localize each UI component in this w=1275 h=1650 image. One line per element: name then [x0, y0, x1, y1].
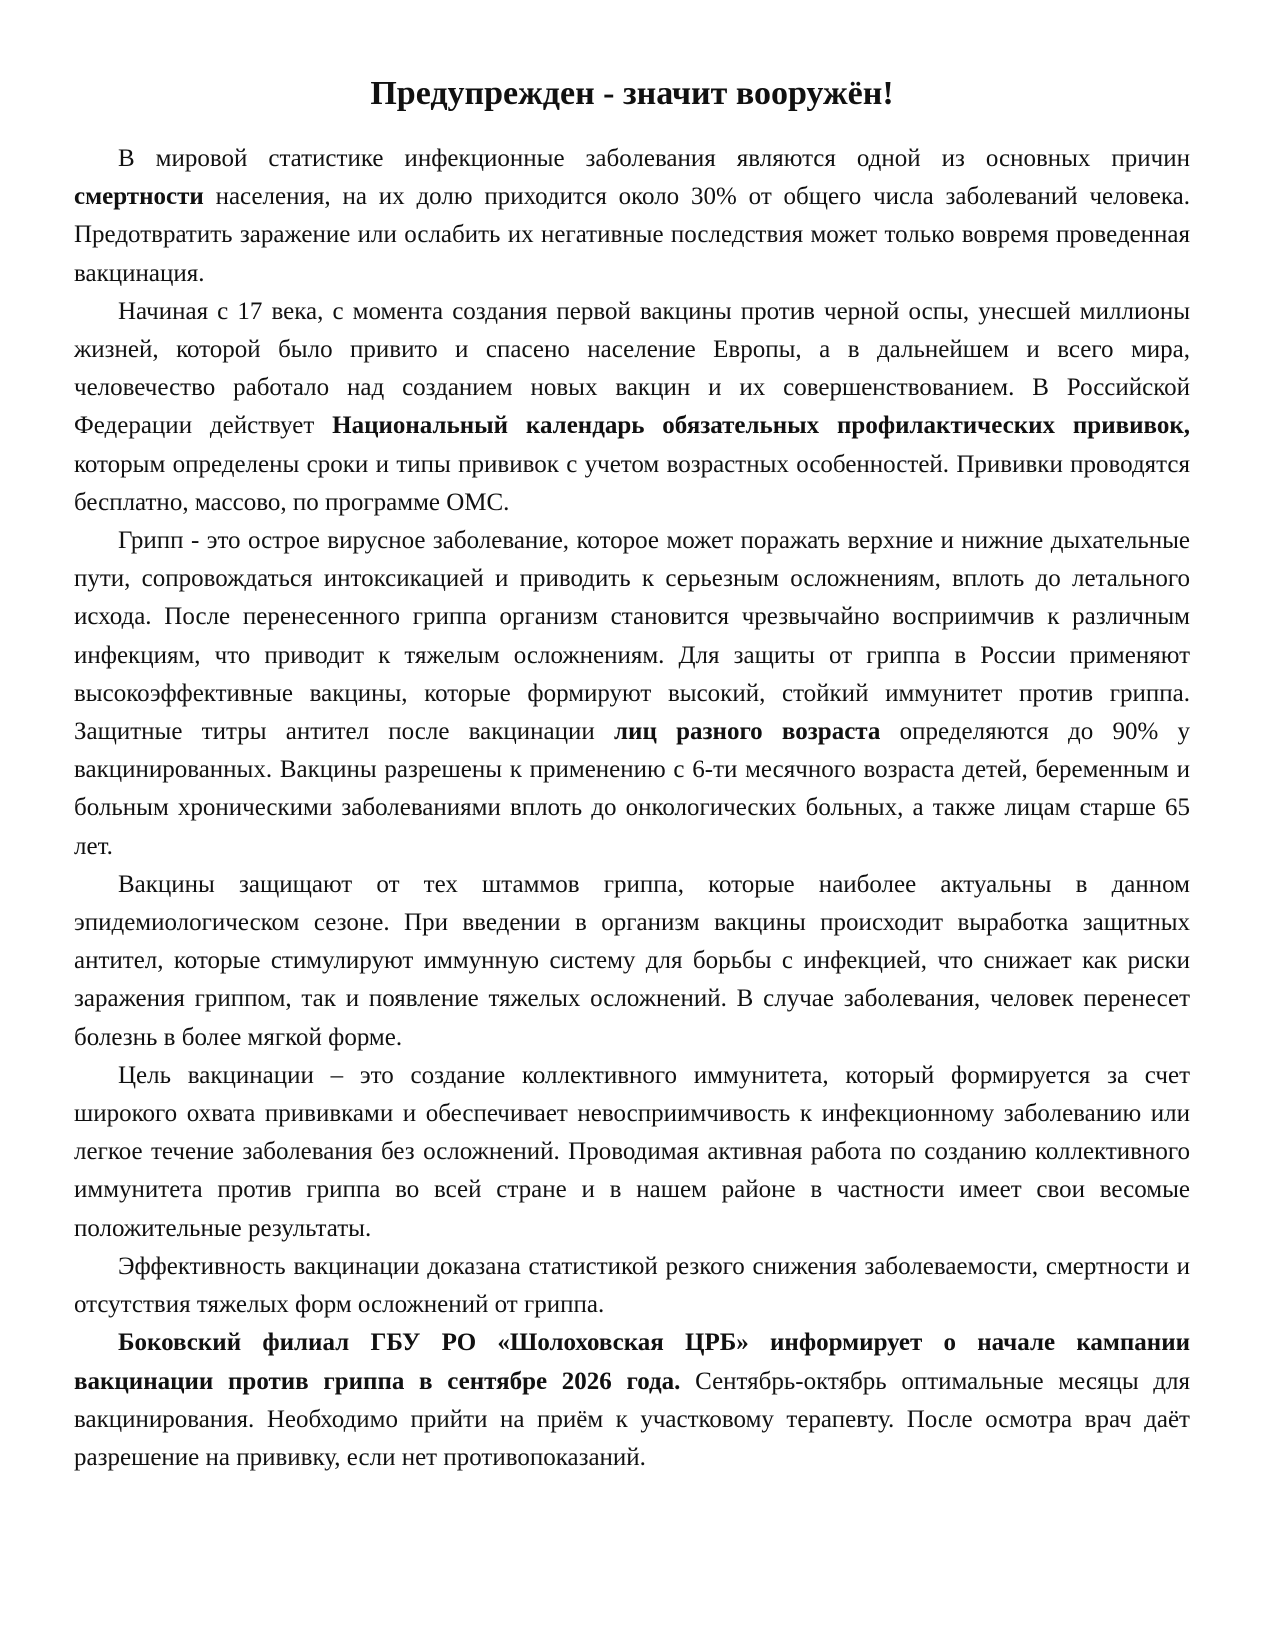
paragraph-text: Цель вакцинации – это создание коллективного иммунитета, который формируется за счет широкого охвата прививками и обеспечивает невосприимчивость к инфекционному заболеванию или легкое течение заболевания без осложнений. Проводимая активная работа по созданию коллективного иммунитета против гриппа во всей стране и в нашем районе в частности имеет свои весомые положительные результаты. [74, 1061, 1190, 1242]
paragraph-text: Вакцины защищают от тех штаммов гриппа, которые наиболее актуальны в данном эпидемиологическом сезоне. При введении в организм вакцины происходит выработка защитных антител, которые стимулируют иммунную систему для борьбы с инфекцией, что снижает как риски заражения гриппом, так и появление тяжелых осложнений. В случае заболевания, человек перенесет болезнь в более мягкой форме. [74, 870, 1190, 1051]
paragraph-text: Сентябрь-октябрь оптимальные месяцы для вакцинирования. Необходимо прийти на приём к участковому терапевту. После осмотра врач даёт разрешение на прививку, если нет противопоказаний. [74, 1367, 1190, 1471]
paragraph-vaccine-history [74, 293, 1190, 522]
document-page [74, 70, 1190, 1477]
paragraph-text: населения, на их долю приходится около 30% от общего числа заболеваний человека. Предотвратить заражение или ослабить их негативные последствия может только вовремя проведенная вакцинация. [74, 183, 1190, 287]
paragraph-text: определяются до 90% у вакцинированных. Вакцины разрешены к применению с 6-ти месячного возраста детей, беременным и больным хроническими заболеваниями вплоть до онкологических больных, а также лицам старше 65 лет. [74, 718, 1191, 860]
document-title: Предупрежден - значит вооружён! [370, 75, 894, 112]
paragraph-text: которым определены сроки и типы прививок с учетом возрастных особенностей. Прививки проводятся бесплатно, массово, по программе ОМС. [74, 450, 1190, 516]
emphasis-text: Боковский филиал ГБУ РО «Шолоховская ЦРБ» информирует о начале кампании вакцинации против гриппа в сентябре 2026 года. [74, 1329, 1190, 1395]
paragraph-text: В мировой статистике инфекционные заболевания являются одной из основных причин [118, 145, 1190, 172]
paragraph-mortality [74, 140, 1190, 293]
paragraph-text: Начиная с 17 века, с момента создания первой вакцины против черной оспы, унесшей миллионы жизней, которой было привито и спасено население Европы, а в дальнейшем и всего мира, человечество работало над созданием новых вакцин и их совершенствованием. В Российской Федерации действует [74, 297, 1190, 440]
paragraph-announcement [74, 1324, 1190, 1477]
emphasis-text: смертности [74, 183, 204, 211]
emphasis-text: Национальный календарь обязательных профилактических прививок, [332, 412, 1190, 440]
paragraph-text: Эффективность вакцинации доказана статистикой резкого снижения заболеваемости, смертности и отсутствия тяжелых форм осложнений от гриппа. [74, 1252, 1190, 1319]
paragraph-influenza [74, 522, 1190, 866]
paragraph-vaccination-goal [74, 1057, 1190, 1248]
paragraph-vaccine-protection [74, 866, 1190, 1057]
emphasis-text: лиц разного возраста [614, 718, 881, 746]
paragraph-text: Грипп - это острое вирусное заболевание, которое может поражать верхние и нижние дыхательные пути, сопровождаться интоксикацией и приводить к серьезным осложнениям, вплоть до летального исхода. После перенесенного гриппа организм становится чрезвычайно восприимчив к различным инфекциям, что приводит к тяжелым осложнениям. Для защиты от гриппа в России применяют высокоэффективные вакцины, которые формируют высокий, стойкий иммунитет против гриппа. Защитные титры антител после вакцинации [74, 527, 1190, 746]
paragraph-effectiveness [74, 1248, 1190, 1324]
